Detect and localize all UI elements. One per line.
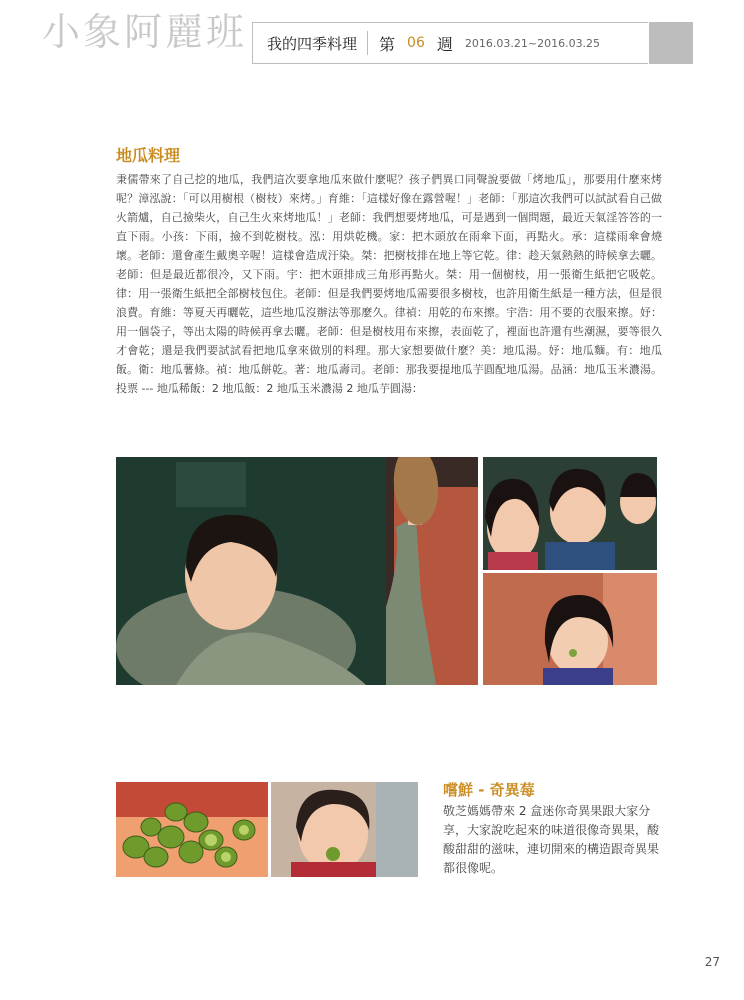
kiwi-section-body: 敬芝媽媽帶來 2 盒迷你奇異果跟大家分享，大家說吃起來的味道很像奇異果，酸酸甜甜的滋味，連切開來的構造跟奇異果都很像呢。 (443, 804, 660, 875)
week-prefix: 第 (379, 34, 396, 54)
photo-children-tasting (483, 457, 657, 570)
week-number: 06 (407, 35, 425, 51)
header-color-block (649, 22, 693, 64)
brand-title: 小象阿麗班 (42, 10, 248, 54)
page-number: 27 (704, 955, 720, 969)
header-divider (367, 31, 368, 55)
photo-kiwi-berries (116, 782, 268, 877)
section-title: 地瓜料理 (116, 146, 181, 165)
page-header (252, 22, 648, 64)
unit-title: 我的四季料理 (267, 34, 358, 53)
kiwi-section-title: 嚐鮮 - 奇異莓 (443, 781, 535, 799)
section-body: 秉儒帶來了自己挖的地瓜，我們這次要拿地瓜來做什麼呢？孩子們異口同聲說要做「烤地瓜」，那要用什麼來烤呢？漳泓說：「可以用樹根（樹枝）來烤。」育維：「這樣好像在露營喔！」老師：「那這次我們可以試試看自己做火箭爐，自己撿柴火，自己生火來烤地瓜！」老師：我們想要烤地瓜，可是遇到一個問題，最近天氣淫答答的一直下雨。小孩：下雨，撿不到乾樹枝。泓：用烘乾機。家：把木頭放在雨傘下面，再點火。承：這樣雨傘會燒壞。老師：還會產生戴奧辛喔！這樣會造成汙染。桀：把樹枝排在地上等它乾。律：趁天氣熱熱的時候拿去曬。老師：但是最近都很冷，又下雨。宇：把木頭排成三角形再點火。桀：用一個樹枝，用一張衛生紙把它吸乾。律：用一張衛生紙把全部樹枝包住。老師：但是我們要烤地瓜需要很多樹枝，也許用衛生紙是一種方法，但是很浪費。育維：等夏天再曬乾，這些地瓜沒辦法等那麼久。律禎：用乾的布來擦。宇浩：用不要的衣服來擦。妤：用一個袋子，等出太陽的時候再拿去曬。老師：但是樹枝用布來擦，表面乾了，裡面也許還有些潮濕，要等很久才會乾；還是我們要試試看把地瓜拿來做別的料理。那大家想要做什麼？美：地瓜湯。妤：地瓜麵。有：地瓜飯。衛：地瓜薯條。禎：地瓜餅乾。著：地瓜壽司。老師：那我要提地瓜芋圓配地瓜湯。品涵：地瓜玉米濃湯。投票 --- 地瓜稀飯：2 地瓜飯：2 地瓜玉米濃湯 2 地瓜芋圓湯： (116, 173, 662, 395)
week-dates: 2016.03.21~2016.03.25 (464, 36, 601, 50)
photo-child-holding-sweet-potato (116, 457, 478, 685)
week-suffix: 週 (436, 34, 453, 54)
photo-girl-eating (483, 573, 657, 685)
photo-boy-eating-kiwi (271, 782, 418, 877)
